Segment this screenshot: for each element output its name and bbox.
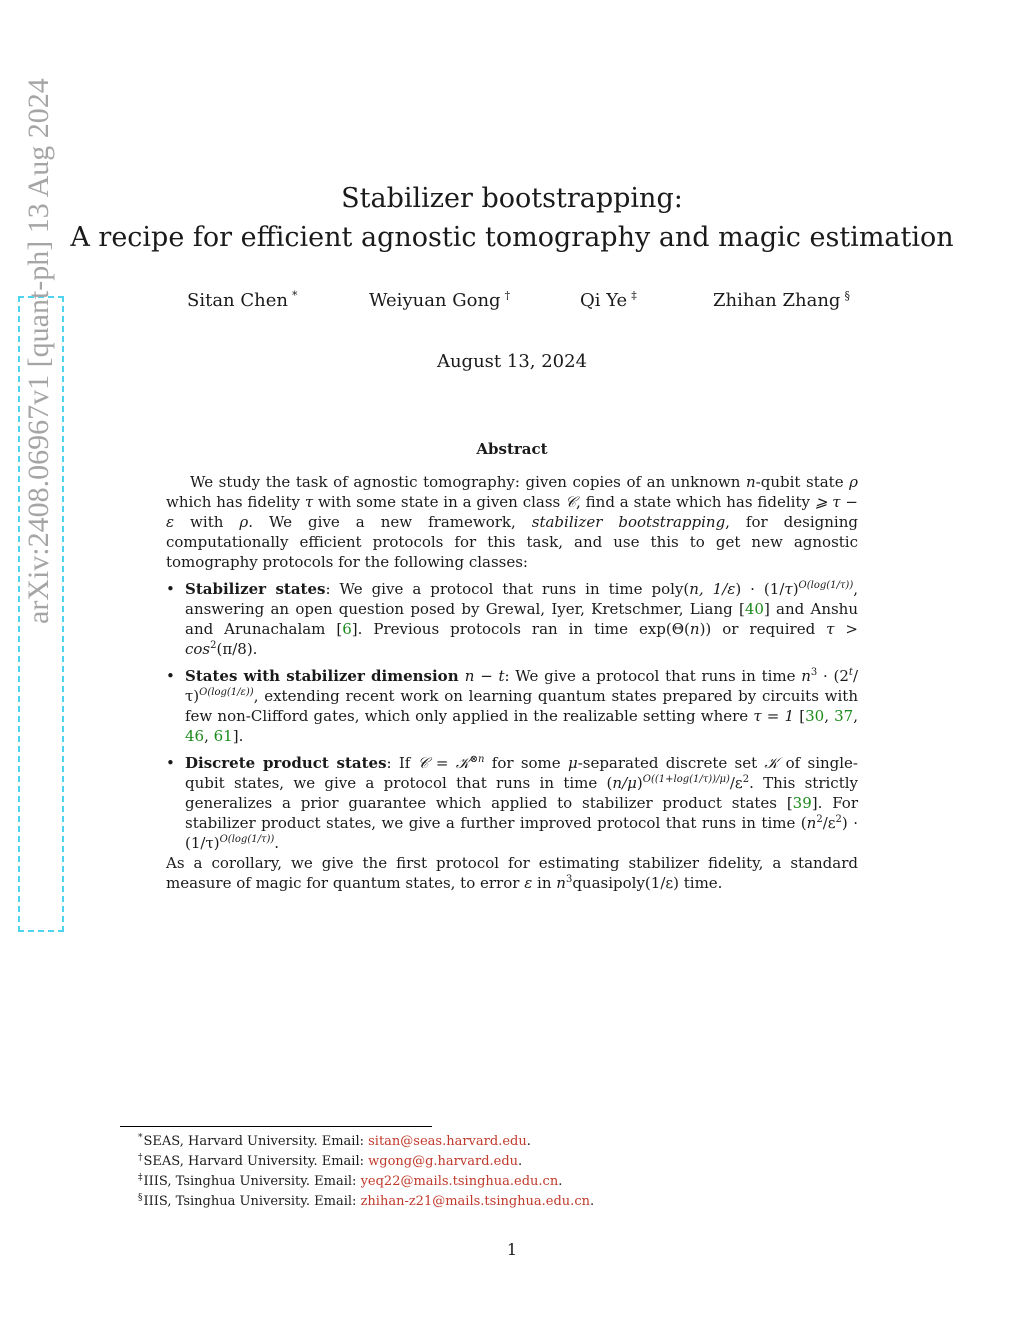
- citation-link[interactable]: 40: [744, 600, 764, 618]
- bullet-dot-icon: •: [166, 580, 175, 598]
- footnote-2: †SEAS, Harvard University. Email: wgong@g.harvard.edu.: [138, 1153, 523, 1169]
- abstract-intro: We study the task of agnostic tomography: given copies of an unknown n-qubit state ρ which has fidelity τ with some state in a given class 𝒞, find a state which has fidelity ⩾ τ − ε with ρ. We give a new framework, stabilizer bootstrapping, for designing computationally efficient protocols for this task, and use this to get new agnostic tomography protocols for the following classes:: [166, 473, 858, 571]
- paper-title-line-1: Stabilizer bootstrapping:: [341, 183, 683, 214]
- citation-link[interactable]: 30: [805, 707, 825, 725]
- abstract-heading: Abstract: [476, 440, 548, 458]
- email-link[interactable]: wgong@g.harvard.edu: [368, 1154, 519, 1169]
- author-1: [187, 289, 297, 311]
- citation-link[interactable]: 39: [792, 794, 812, 812]
- email-link[interactable]: sitan@seas.harvard.edu: [368, 1134, 527, 1149]
- citation-link[interactable]: 46: [185, 727, 205, 745]
- email-link[interactable]: yeq22@mails.tsinghua.edu.cn: [360, 1174, 559, 1189]
- abstract-body: [166, 472, 858, 893]
- bullet-stabilizer-dimension: • States with stabilizer dimension n − t: We give a protocol that runs in time $n^3 \cdot (2^t/\tau)^{O(log(1/\varepsilon))}$, extending recent work on learning quantum states prepared by circuits with few non-Clifford gates, which only applied in the realizable setting where τ = 1 [30, 37, 46, 61].: [166, 667, 858, 745]
- footnote-3: ‡IIIS, Tsinghua University. Email: yeq22@mails.tsinghua.edu.cn.: [138, 1173, 563, 1189]
- author-name: Sitan Chen: [187, 290, 288, 311]
- author-footnote-mark[interactable]: *: [291, 289, 298, 302]
- page-number: 1: [506, 1240, 518, 1259]
- arxiv-identifier[interactable]: arXiv:2408.06967v1 [quant-ph] 13 Aug 2024: [22, 78, 55, 624]
- bullet-dot-icon: •: [166, 667, 175, 685]
- author-name: Qi Ye: [580, 290, 628, 311]
- author-2: [369, 289, 510, 311]
- abstract-conclusion: As a corollary, we give the first protocol for estimating stabilizer fidelity, a standard measure of magic for quantum states, to error ε in $n^3quasipoly(1/\varepsilon)$ time.: [166, 854, 858, 892]
- author-footnote-mark[interactable]: ‡: [631, 289, 637, 302]
- footnote-4: §IIIS, Tsinghua University. Email: zhihan-z21@mails.tsinghua.edu.cn.: [138, 1193, 595, 1209]
- author-name: Zhihan Zhang: [713, 290, 841, 311]
- author-name: Weiyuan Gong: [369, 290, 501, 311]
- publication-date: August 13, 2024: [436, 351, 588, 372]
- paper-title-line-2: A recipe for efficient agnostic tomography and magic estimation: [70, 222, 954, 253]
- citation-link[interactable]: 6: [342, 620, 352, 638]
- bullet-stabilizer-states: • Stabilizer states: We give a protocol that runs in time poly(n, $1/\varepsilon) \cdot (1/\tau)^{O(log(1/\tau))}$, answering an open question posed by Grewal, Iyer, Kretschmer, Liang [40] and Anshu and Arunachalam [6]. Previous protocols ran in time exp(Θ(n)) or required $\tau > \cos^2(\pi/8)$.: [166, 580, 859, 658]
- author-footnote-mark[interactable]: §: [844, 289, 850, 302]
- author-3: [580, 289, 637, 311]
- footnote-1: *SEAS, Harvard University. Email: sitan@seas.harvard.edu.: [138, 1133, 531, 1149]
- author-4: [713, 289, 850, 311]
- email-link[interactable]: zhihan-z21@mails.tsinghua.edu.cn: [360, 1194, 590, 1209]
- bullet-dot-icon: •: [166, 754, 175, 772]
- bullet-discrete-product-states: • Discrete product states: If 𝒞 = 𝒦$^{\otimes n}$ for some μ-separated discrete set 𝒦 of single-qubit states, we give a protocol that runs in time $(n/\mu)^{O((1+log(1/\tau))/\mu)}/\varepsilon^2$. This strictly generalizes a prior guarantee which applied to stabilizer product states [39]. For stabilizer product states, we give a further improved protocol that runs in time $(n^2/\varepsilon^2) \cdot (1/\tau)^{O(log(1/\tau))}$.: [166, 754, 859, 852]
- footnote-divider: [120, 1126, 432, 1127]
- citation-link[interactable]: 37: [834, 707, 854, 725]
- author-footnote-mark[interactable]: †: [504, 289, 511, 302]
- citation-link[interactable]: 61: [213, 727, 233, 745]
